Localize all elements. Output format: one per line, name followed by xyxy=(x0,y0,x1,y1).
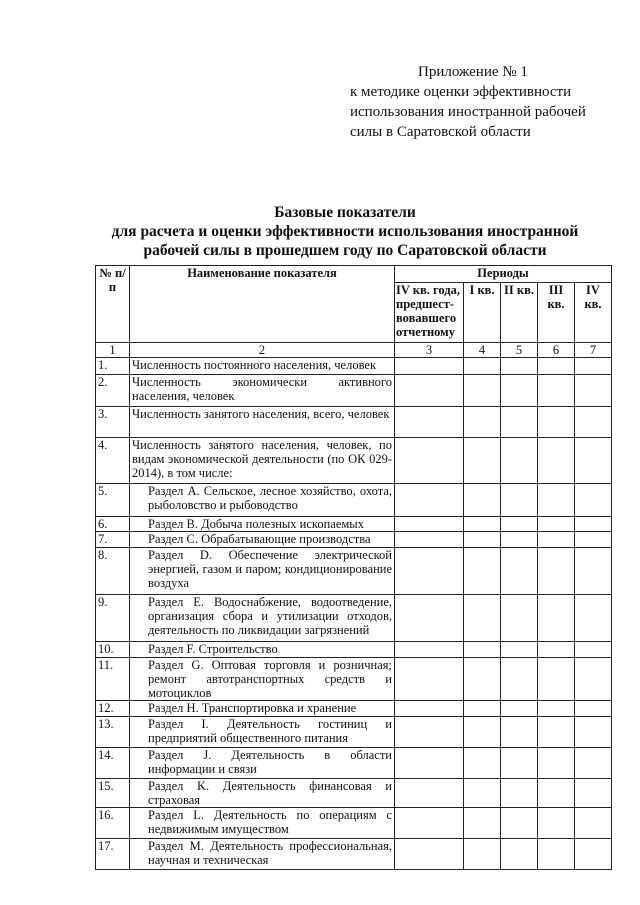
table-row xyxy=(96,839,612,870)
header-num: № п/п xyxy=(96,266,130,343)
title-line: Базовые показатели xyxy=(274,204,416,221)
value-cell[interactable] xyxy=(501,517,538,532)
value-cell[interactable] xyxy=(395,532,464,548)
indicator-name: Численность экономически активного населения, человек xyxy=(130,375,395,407)
header-period-q1: I кв. xyxy=(464,283,501,343)
row-number: 17. xyxy=(96,839,130,870)
row-number: 13. xyxy=(96,717,130,748)
value-cell[interactable] xyxy=(501,548,538,595)
value-cell[interactable] xyxy=(501,642,538,658)
value-cell[interactable] xyxy=(575,701,612,717)
value-cell[interactable] xyxy=(538,642,575,658)
row-number: 15. xyxy=(96,779,130,808)
value-cell[interactable] xyxy=(395,717,464,748)
value-cell[interactable] xyxy=(464,658,501,701)
header-period-q3: III кв. xyxy=(538,283,575,343)
value-cell[interactable] xyxy=(395,517,464,532)
value-cell[interactable] xyxy=(575,548,612,595)
table-row xyxy=(96,375,612,407)
value-cell[interactable] xyxy=(395,808,464,839)
indicators-table xyxy=(95,265,612,870)
row-number: 8. xyxy=(96,548,130,595)
value-cell[interactable] xyxy=(501,358,538,375)
value-cell[interactable] xyxy=(395,701,464,717)
table-row xyxy=(96,701,612,717)
value-cell[interactable] xyxy=(464,748,501,779)
value-cell[interactable] xyxy=(538,748,575,779)
value-cell[interactable] xyxy=(501,595,538,642)
value-cell[interactable] xyxy=(538,438,575,484)
value-cell[interactable] xyxy=(464,808,501,839)
value-cell[interactable] xyxy=(538,701,575,717)
table-row xyxy=(96,438,612,484)
value-cell[interactable] xyxy=(501,748,538,779)
value-cell[interactable] xyxy=(575,375,612,407)
table-row xyxy=(96,595,612,642)
indicator-name: Раздел E. Водоснабжение, водоотведение, организация сбора и утилизации отходов, деятельность по ликвидации загрязнений xyxy=(130,595,395,642)
value-cell[interactable] xyxy=(575,438,612,484)
appendix-line: к методике оценки эффективности xyxy=(350,84,572,100)
value-cell[interactable] xyxy=(538,717,575,748)
value-cell[interactable] xyxy=(538,517,575,532)
value-cell[interactable] xyxy=(464,595,501,642)
indicator-name: Раздел А. Сельское, лесное хозяйство, охота, рыболовство и рыбоводство xyxy=(130,484,395,517)
appendix-block xyxy=(350,62,620,142)
value-cell[interactable] xyxy=(575,808,612,839)
indicator-name: Раздел L. Деятельность по операциям с недвижимым имуществом xyxy=(130,808,395,839)
table-row xyxy=(96,517,612,532)
indicator-name: Раздел D. Обеспечение электрической энергией, газом и паром; кондиционирование воздуха xyxy=(130,548,395,595)
value-cell[interactable] xyxy=(395,484,464,517)
value-cell[interactable] xyxy=(538,595,575,642)
value-cell[interactable] xyxy=(464,532,501,548)
row-number: 12. xyxy=(96,701,130,717)
indicator-name: Раздел M. Деятельность профессиональная, научная и техническая xyxy=(130,839,395,870)
value-cell[interactable] xyxy=(395,358,464,375)
table-row xyxy=(96,748,612,779)
value-cell[interactable] xyxy=(575,532,612,548)
value-cell[interactable] xyxy=(464,517,501,532)
table-row xyxy=(96,808,612,839)
value-cell[interactable] xyxy=(395,779,464,808)
table-row xyxy=(96,717,612,748)
indicator-name: Раздел B. Добыча полезных ископаемых xyxy=(130,517,395,532)
column-number: 3 xyxy=(395,343,464,358)
header-period-prev-q4: IV кв. года, предшест-вовавшего отчетному xyxy=(395,283,464,343)
column-number: 6 xyxy=(538,343,575,358)
value-cell[interactable] xyxy=(538,839,575,870)
value-cell[interactable] xyxy=(538,658,575,701)
value-cell[interactable] xyxy=(538,532,575,548)
value-cell[interactable] xyxy=(575,642,612,658)
row-number: 7. xyxy=(96,532,130,548)
header-periods: Периоды xyxy=(395,266,612,283)
indicator-name: Раздел G. Оптовая торговля и розничная; ремонт автотранспортных средств и мотоциклов xyxy=(130,658,395,701)
appendix-line: силы в Саратовской области xyxy=(350,124,531,140)
value-cell[interactable] xyxy=(464,642,501,658)
value-cell[interactable] xyxy=(538,484,575,517)
table-row xyxy=(96,548,612,595)
value-cell[interactable] xyxy=(501,438,538,484)
indicator-name: Раздел I. Деятельность гостиниц и предприятий общественного питания xyxy=(130,717,395,748)
value-cell[interactable] xyxy=(464,548,501,595)
document-title xyxy=(80,203,610,260)
indicator-name: Раздел C. Обрабатывающие производства xyxy=(130,532,395,548)
value-cell[interactable] xyxy=(464,358,501,375)
table-row xyxy=(96,484,612,517)
value-cell[interactable] xyxy=(538,407,575,438)
value-cell[interactable] xyxy=(538,779,575,808)
header-name: Наименование показателя xyxy=(130,266,395,343)
column-number: 1 xyxy=(96,343,130,358)
title-line: для расчета и оценки эффективности использования иностранной xyxy=(111,223,579,240)
value-cell[interactable] xyxy=(395,375,464,407)
table-row xyxy=(96,407,612,438)
value-cell[interactable] xyxy=(395,658,464,701)
value-cell[interactable] xyxy=(501,532,538,548)
value-cell[interactable] xyxy=(575,517,612,532)
row-number: 6. xyxy=(96,517,130,532)
column-number: 2 xyxy=(130,343,395,358)
title-line: рабочей силы в прошедшем году по Саратовской области xyxy=(143,242,547,259)
table-row xyxy=(96,358,612,375)
value-cell[interactable] xyxy=(464,407,501,438)
indicator-name: Раздел K. Деятельность финансовая и страховая xyxy=(130,779,395,808)
row-number: 3. xyxy=(96,407,130,438)
value-cell[interactable] xyxy=(575,779,612,808)
column-number: 7 xyxy=(575,343,612,358)
value-cell[interactable] xyxy=(575,484,612,517)
value-cell[interactable] xyxy=(395,748,464,779)
row-number: 16. xyxy=(96,808,130,839)
table-row xyxy=(96,532,612,548)
indicator-name: Численность занятого населения, человек, по видам экономической деятельности (по ОК 029-2014), в том числе: xyxy=(130,438,395,484)
value-cell[interactable] xyxy=(538,548,575,595)
value-cell[interactable] xyxy=(575,748,612,779)
value-cell[interactable] xyxy=(464,839,501,870)
value-cell[interactable] xyxy=(501,839,538,870)
value-cell[interactable] xyxy=(464,438,501,484)
value-cell[interactable] xyxy=(575,839,612,870)
table-row xyxy=(96,642,612,658)
column-numbers-row xyxy=(96,343,612,358)
row-number: 2. xyxy=(96,375,130,407)
value-cell[interactable] xyxy=(501,779,538,808)
column-number: 4 xyxy=(464,343,501,358)
value-cell[interactable] xyxy=(395,548,464,595)
value-cell[interactable] xyxy=(575,658,612,701)
value-cell[interactable] xyxy=(575,407,612,438)
header-period-q2: II кв. xyxy=(501,283,538,343)
value-cell[interactable] xyxy=(501,407,538,438)
row-number: 4. xyxy=(96,438,130,484)
value-cell[interactable] xyxy=(464,484,501,517)
value-cell[interactable] xyxy=(464,717,501,748)
table-row xyxy=(96,779,612,808)
value-cell[interactable] xyxy=(395,642,464,658)
value-cell[interactable] xyxy=(501,701,538,717)
value-cell[interactable] xyxy=(395,438,464,484)
value-cell[interactable] xyxy=(501,808,538,839)
indicator-name: Численность постоянного населения, человек xyxy=(130,358,395,375)
value-cell[interactable] xyxy=(464,701,501,717)
appendix-line: Приложение № 1 xyxy=(418,64,528,80)
row-number: 5. xyxy=(96,484,130,517)
value-cell[interactable] xyxy=(395,595,464,642)
column-number: 5 xyxy=(501,343,538,358)
row-number: 10. xyxy=(96,642,130,658)
row-number: 1. xyxy=(96,358,130,375)
value-cell[interactable] xyxy=(575,358,612,375)
value-cell[interactable] xyxy=(575,717,612,748)
value-cell[interactable] xyxy=(501,375,538,407)
indicator-name: Раздел F. Строительство xyxy=(130,642,395,658)
value-cell[interactable] xyxy=(464,375,501,407)
appendix-line: использования иностранной рабочей xyxy=(350,104,586,120)
value-cell[interactable] xyxy=(395,839,464,870)
value-cell[interactable] xyxy=(501,658,538,701)
indicator-name: Раздел J. Деятельность в области информации и связи xyxy=(130,748,395,779)
indicator-name: Раздел H. Транспортировка и хранение xyxy=(130,701,395,717)
value-cell[interactable] xyxy=(538,808,575,839)
row-number: 14. xyxy=(96,748,130,779)
value-cell[interactable] xyxy=(538,375,575,407)
row-number: 9. xyxy=(96,595,130,642)
table-row xyxy=(96,658,612,701)
value-cell[interactable] xyxy=(538,358,575,375)
row-number: 11. xyxy=(96,658,130,701)
header-period-q4: IV кв. xyxy=(575,283,612,343)
indicator-name: Численность занятого населения, всего, человек xyxy=(130,407,395,438)
value-cell[interactable] xyxy=(575,595,612,642)
value-cell[interactable] xyxy=(464,779,501,808)
value-cell[interactable] xyxy=(501,484,538,517)
value-cell[interactable] xyxy=(395,407,464,438)
value-cell[interactable] xyxy=(501,717,538,748)
